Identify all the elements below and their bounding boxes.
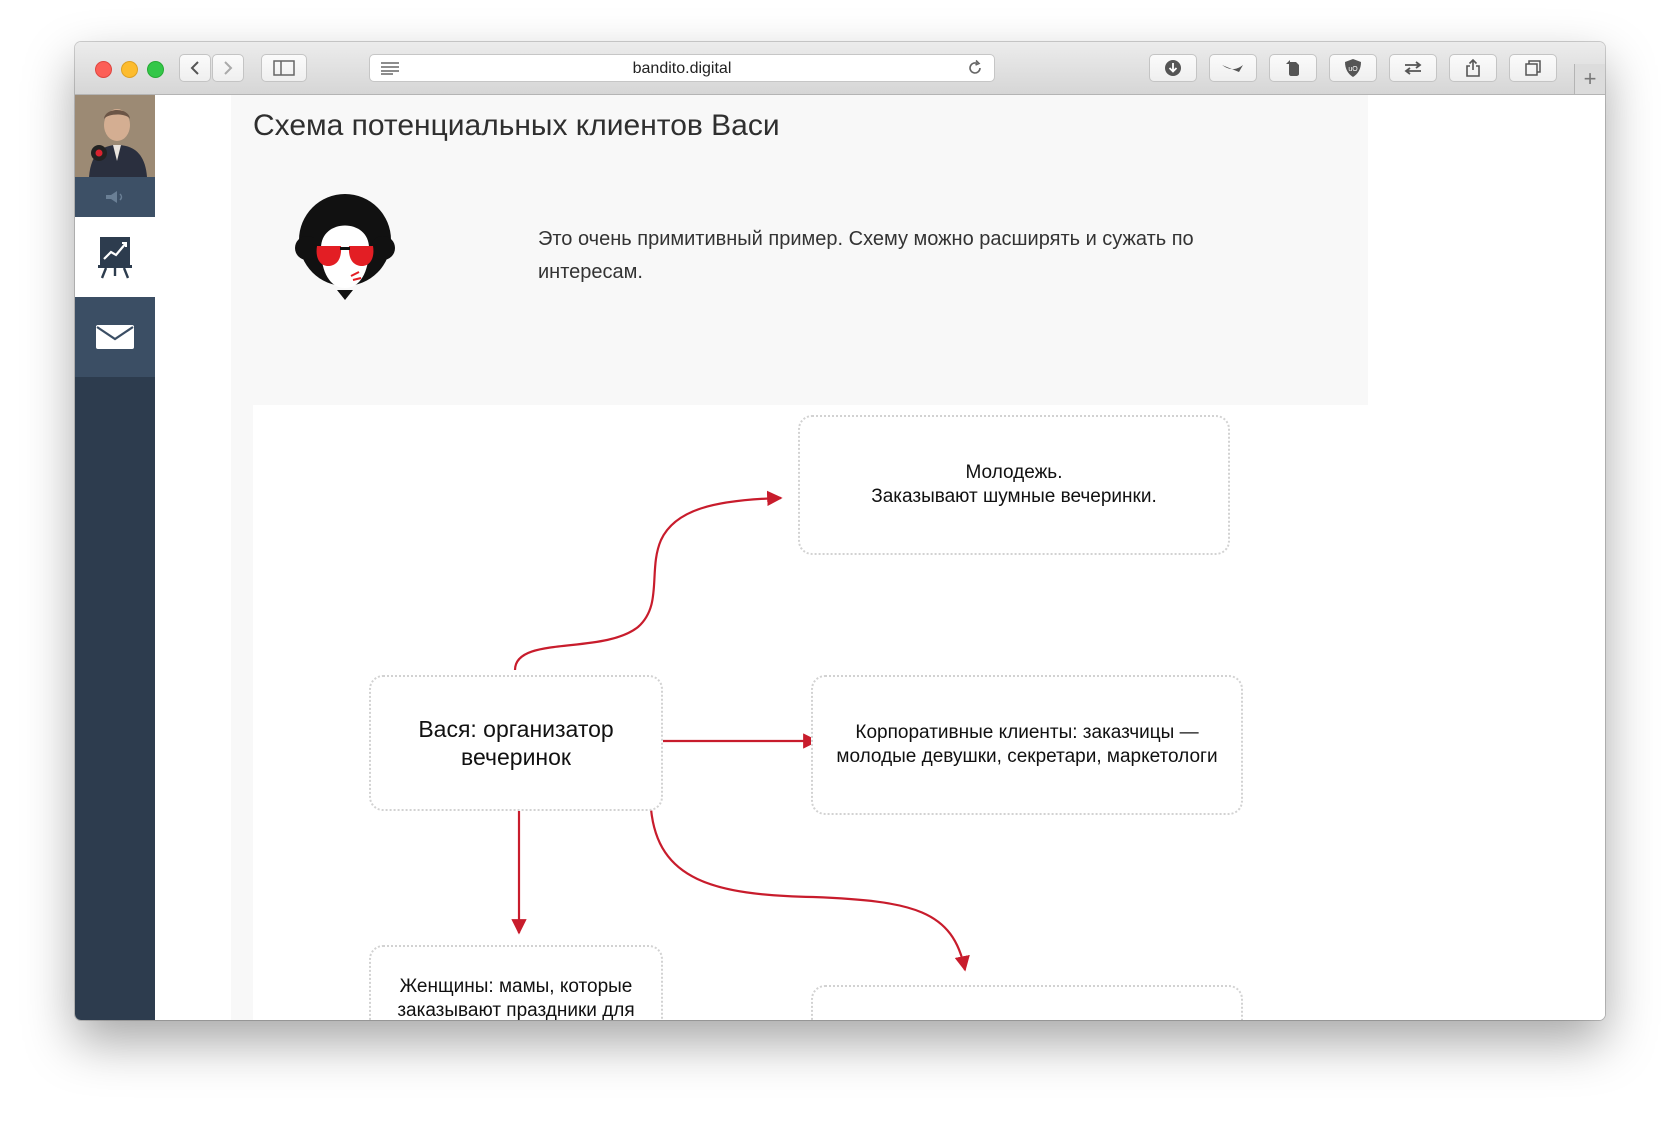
sync-button[interactable] <box>1389 54 1437 82</box>
sound-toggle[interactable] <box>75 177 155 217</box>
tabs-icon <box>1524 59 1542 77</box>
downloads-button[interactable] <box>1149 54 1197 82</box>
download-icon <box>1164 59 1182 77</box>
chevron-left-icon <box>189 60 201 76</box>
forward-button[interactable] <box>212 54 244 82</box>
node-women: Женщины: мамы, которые заказывают праздники для <box>369 945 663 1020</box>
speaker-icon <box>104 190 126 204</box>
svg-text:uO: uO <box>1348 66 1358 73</box>
chevron-right-icon <box>222 60 234 76</box>
edge-main-youth <box>515 498 781 670</box>
browser-toolbar <box>75 42 1605 95</box>
chart-board-icon <box>97 235 133 279</box>
arrows-icon <box>1402 60 1424 76</box>
extension-button-1[interactable] <box>1209 54 1257 82</box>
browser-window <box>75 42 1605 1020</box>
page-area <box>155 95 1605 1020</box>
node-youth: Молодежь. Заказывают шумные вечеринки. <box>798 415 1230 555</box>
node-fourth <box>811 985 1243 1020</box>
share-button[interactable] <box>1449 54 1497 82</box>
address-text: bandito.digital <box>632 60 732 77</box>
evernote-button[interactable] <box>1269 54 1317 82</box>
node-main: Вася: организатор вечеринок <box>369 675 663 811</box>
tabs-overview-button[interactable] <box>1509 54 1557 82</box>
site-sidebar <box>75 95 155 1020</box>
plus-icon: + <box>1583 66 1597 91</box>
back-button[interactable] <box>179 54 211 82</box>
shield-icon <box>1344 58 1362 78</box>
intro-text: Это очень примитивный пример. Схему можно расширять и сужать по интересам. <box>538 228 1194 283</box>
reload-icon[interactable] <box>966 59 984 77</box>
avatar-photo <box>75 95 155 177</box>
sidebar-item-presentation[interactable] <box>75 217 155 297</box>
ublock-button[interactable] <box>1329 54 1377 82</box>
afro-character-logo <box>293 190 397 302</box>
sidebar-item-mail[interactable] <box>75 297 155 377</box>
swoosh-icon <box>1221 61 1245 75</box>
envelope-icon <box>95 324 135 350</box>
zoom-window-button[interactable] <box>147 61 164 78</box>
sidebar-toggle-button[interactable] <box>261 54 307 82</box>
edge-main-fourth <box>651 809 965 970</box>
client-diagram <box>253 405 1386 1020</box>
article <box>231 95 1368 1020</box>
address-bar[interactable] <box>369 54 995 82</box>
page-title: Схема потенциальных клиентов Васи <box>253 109 780 142</box>
share-icon <box>1465 58 1481 78</box>
minimize-window-button[interactable] <box>121 61 138 78</box>
new-tab-button[interactable] <box>1574 64 1605 94</box>
close-window-button[interactable] <box>95 61 112 78</box>
evernote-icon <box>1285 59 1301 77</box>
sidebar-icon <box>273 60 295 76</box>
node-corporate: Корпоративные клиенты: заказчицы — молодые девушки, секретари, маркетологи <box>811 675 1243 815</box>
avatar[interactable] <box>75 95 155 177</box>
